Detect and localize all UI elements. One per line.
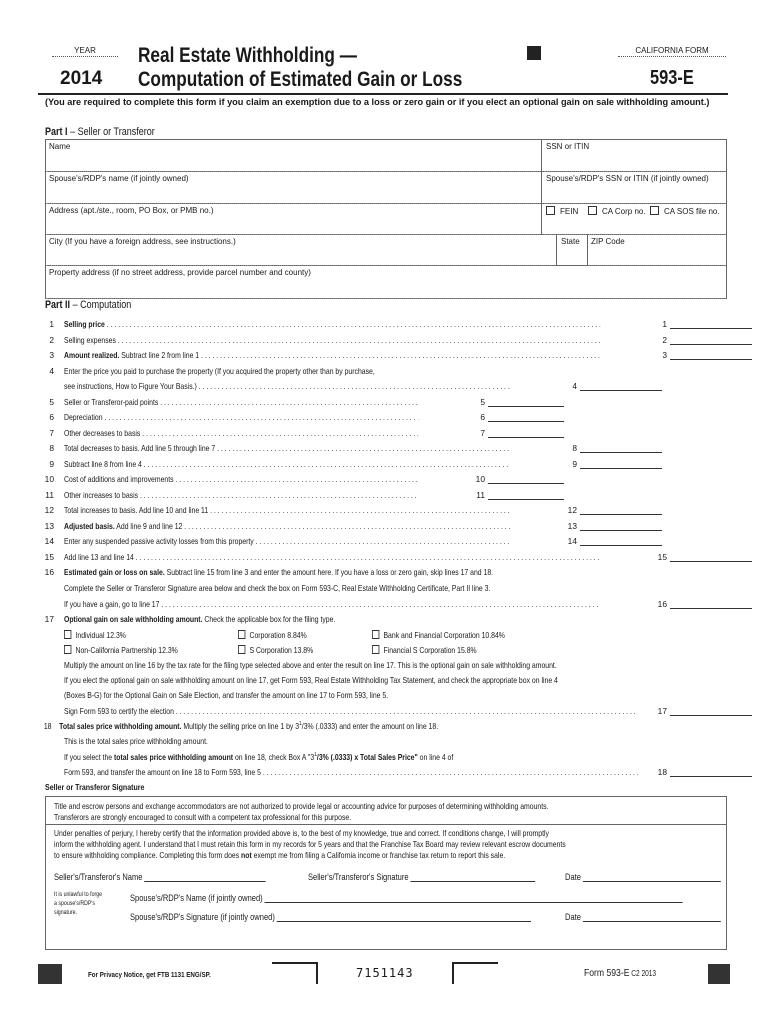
line-row [40, 412, 730, 424]
line-number: 8 [49, 443, 54, 453]
line-text: Total increases to basis. Add line 10 and line 11 . . . [64, 505, 510, 515]
line-18-amount: Form 593, and transfer the amount on line 18 to Form 593, line 5 . . . 18 [40, 767, 730, 779]
line-box [640, 319, 752, 329]
line-box [550, 505, 662, 515]
line-text: Enter any suspended passive activity losses from this property . . . [64, 536, 510, 546]
line-box-label: 1 [662, 319, 667, 329]
line17-instruction-3: (Boxes B-G) for the Optional Gain on Sale Election, and transfer the amount on line 17 to Form 593, line 5. [64, 690, 389, 700]
line-box-label: 12 [567, 505, 577, 515]
line-box-label: 2 [662, 335, 667, 345]
line-number: 4 [49, 366, 54, 376]
line-number: 15 [44, 552, 54, 562]
line-number: 1 [49, 319, 54, 329]
line-box-label: 14 [567, 536, 577, 546]
zip-label: ZIP Code [591, 237, 625, 246]
part1-seller-table [45, 139, 727, 299]
line-text: Optional gain on sale withholding amount. Check the applicable box for the filing type. [64, 614, 336, 624]
filing-financial-s-corp-checkbox[interactable]: Financial S Corporation 15.8% [372, 645, 477, 655]
spouse-date-row: Date [565, 911, 721, 922]
line-number: 14 [44, 536, 54, 546]
line-amount-input[interactable] [670, 335, 752, 345]
address-label: Address (apt./ste., room, PO Box, or PMB no.) [49, 206, 214, 215]
line-row [40, 583, 730, 595]
signature-section-title: Seller or Transferor Signature [45, 782, 145, 792]
line-box [458, 490, 564, 500]
line-box [550, 521, 662, 531]
spouse-name-label: Spouse's/RDP's name (if jointly owned) [49, 174, 189, 183]
line-box [640, 350, 752, 360]
spouse-name-sig-input[interactable] [265, 892, 683, 903]
line17-input[interactable] [670, 706, 752, 716]
line-text: Amount realized. Subtract line 2 from line 1 . . . [64, 350, 600, 360]
line-box [550, 381, 662, 391]
line-box-label: 4 [572, 381, 577, 391]
perjury-text-3: to ensure withholding compliance. Completing this form does not exempt me from filing a California income or franchise tax return to report this sale. [54, 850, 506, 860]
forge-warning-2: a spouse's/RDP's [54, 900, 96, 907]
ca-corp-checkbox[interactable]: CA Corp no. [588, 206, 646, 216]
city-row [46, 234, 726, 266]
forge-warning-3: signature. [54, 909, 78, 916]
line-row [40, 397, 730, 409]
line-text: Other decreases to basis . . . [64, 428, 418, 438]
line-box-label: 8 [572, 443, 577, 453]
perjury-text-2: inform the withholding agent. I understand that I must retain this form in my records for 5 years and that the Franchise Tax Board may review relevant escrow documents [54, 839, 566, 849]
line-amount-input[interactable] [488, 397, 564, 407]
line-box-label: 13 [567, 521, 577, 531]
ssn-label: SSN or ITIN [546, 142, 590, 151]
line-row [40, 505, 730, 517]
line-box [640, 552, 752, 562]
line-box [550, 443, 662, 453]
form-number: 593-E [650, 67, 694, 89]
line-box [458, 397, 564, 407]
line-text: Selling price . . . [64, 319, 600, 329]
line-text: Add line 13 and line 14 . . . [64, 552, 600, 562]
footer-form-ref: Form 593-E C2 2013 [584, 967, 657, 979]
ca-sos-checkbox[interactable]: CA SOS file no. [650, 206, 720, 216]
line-amount-input[interactable] [670, 552, 752, 562]
line-number: 6 [49, 412, 54, 422]
advice-text-2: Transferors are strongly encouraged to consult with a competent tax professional for this purpose. [54, 812, 352, 822]
line-number: 10 [44, 474, 54, 484]
spouse-signature-input[interactable] [277, 911, 531, 922]
california-form-label: CALIFORNIA FORM [618, 46, 726, 57]
line-box [458, 428, 564, 438]
line-number: 13 [44, 521, 54, 531]
line-row [40, 350, 730, 362]
line-amount-input[interactable] [670, 599, 752, 609]
line-amount-input[interactable] [488, 474, 564, 484]
line-amount-input[interactable] [580, 381, 662, 391]
line-amount-input[interactable] [580, 459, 662, 469]
spouse-name-row: Spouse's/RDP's Name (if jointly owned) [130, 892, 683, 903]
line-amount-input[interactable] [580, 536, 662, 546]
line-row [40, 567, 730, 579]
line-number: 2 [49, 335, 54, 345]
privacy-notice: For Privacy Notice, get FTB 1131 ENG/SP. [88, 970, 211, 979]
line-box [550, 459, 662, 469]
line-text: Seller or Transferor-paid points . . . [64, 397, 418, 407]
seller-name-row: Seller's/Transferor's Name [54, 871, 266, 882]
registration-mark-right [708, 964, 730, 984]
line-box [640, 335, 752, 345]
line-text: Depreciation . . . [64, 412, 418, 422]
year-label: YEAR [52, 46, 118, 57]
line-box-label: 9 [572, 459, 577, 469]
line-box [550, 536, 662, 546]
line-text: Enter the price you paid to purchase the property (If you acquired the property other than by purchase, [64, 366, 375, 376]
spouse-ssn-label: Spouse's/RDP's SSN or ITIN (if jointly owned) [546, 174, 709, 183]
form-instructions-note: (You are required to complete this form if you claim an exemption due to a loss or zero gain or if you elect an optional gain on sale withholding amount.) [45, 97, 710, 107]
line-number: 12 [44, 505, 54, 515]
line17-instruction-4: Sign Form 593 to certify the election . . . [64, 706, 638, 716]
line-17-amount: Sign Form 593 to certify the election . . . 17 [40, 706, 730, 718]
line-row [40, 459, 730, 471]
line-number: 17 [44, 614, 54, 624]
line-amount-input[interactable] [488, 412, 564, 422]
line-text: Estimated gain or loss on sale. Subtract line 15 from line 3 and enter the amount here. If you have a loss or zero gain, skip lines 17 and 18. [64, 567, 494, 577]
line-row [40, 366, 730, 378]
spouse-signature-row: Spouse's/RDP's Signature (if jointly owned) [130, 911, 531, 922]
line-18-header: 18 Total sales price withholding amount. Multiply the selling price on line 1 by $3^1/3\%$ (.0333) and enter the amount on line 18. [43, 721, 439, 731]
spouse-row [46, 171, 726, 204]
line17-instruction-2: If you elect the optional gain on sale withholding amount on line 17, get Form 593, Real Estate Withholding Tax Statement, and check the appropriate box on line 4 [64, 675, 558, 685]
registration-mark [527, 46, 541, 60]
line-amount-input[interactable] [670, 350, 752, 360]
line-box-label: 16 [657, 599, 667, 609]
name-row [46, 140, 726, 172]
line-box-label: 10 [475, 474, 485, 484]
form-title-line2: Computation of Estimated Gain or Loss [138, 68, 463, 91]
line-box-label: 3 [662, 350, 667, 360]
state-label: State [561, 237, 580, 246]
line18-instruction-2: This is the total sales price withholding amount. [64, 736, 208, 746]
line-text: Cost of additions and improvements . . . [64, 474, 418, 484]
line18-input[interactable] [670, 767, 752, 777]
line-row [40, 474, 730, 486]
filing-individual-checkbox[interactable]: Individual 12.3% [64, 630, 126, 640]
line-text: Subtract line 8 from line 4 . . . [64, 459, 510, 469]
line-number: 16 [44, 567, 54, 577]
line-number: 7 [49, 428, 54, 438]
line-row [40, 552, 730, 564]
line-box-label: 6 [480, 412, 485, 422]
address-row [46, 203, 726, 235]
line-amount-input[interactable] [580, 521, 662, 531]
line-number: 9 [49, 459, 54, 469]
registration-bracket-left [272, 962, 318, 984]
line-box-label: 5 [480, 397, 485, 407]
header-rule [38, 93, 728, 95]
filing-noncal-partnership-checkbox[interactable]: Non-California Partnership 12.3% [64, 645, 178, 655]
perjury-text-1: Under penalties of perjury, I hereby certify that the information provided above is, to the best of my knowledge, true and correct. If conditions change, I will promptly [54, 828, 549, 838]
line-box [458, 412, 564, 422]
line-row [40, 490, 730, 502]
filing-corporation-checkbox[interactable]: Corporation 8.84% [238, 630, 307, 640]
form-barcode-number: 7151143 [356, 966, 414, 980]
spouse-date-input[interactable] [583, 911, 721, 922]
line-row [40, 443, 730, 455]
seller-signature-input[interactable] [411, 871, 536, 882]
seller-date-row: Date [565, 871, 721, 882]
seller-date-input[interactable] [583, 871, 721, 882]
property-address-input[interactable] [46, 294, 726, 299]
signature-box [45, 796, 727, 950]
line-text: Adjusted basis. Add line 9 and line 12 . . . [64, 521, 510, 531]
property-row [46, 265, 726, 299]
tax-year: 2014 [60, 68, 103, 89]
line-text: Complete the Seller or Transferor Signature area below and check the box on Form 593-C, Real Estate Withholding Certificate, Part II line 3. [64, 583, 491, 593]
fein-checkbox[interactable]: FEIN [546, 206, 578, 216]
property-address-label: Property address (if no street address, provide parcel number and county) [49, 268, 311, 277]
line-text: Other increases to basis . . . [64, 490, 418, 500]
line-amount-input[interactable] [670, 319, 752, 329]
line-amount-input[interactable] [580, 505, 662, 515]
advice-text-1: Title and escrow persons and exchange accommodators are not authorized to provide legal or accounting advice for purposes of determining withholding amounts. [54, 801, 549, 811]
line-box-label: 11 [476, 490, 485, 500]
line-row [40, 335, 730, 347]
line-box [458, 474, 564, 484]
line-text: Total decreases to basis. Add line 5 through line 7 . . . [64, 443, 510, 453]
forge-warning-1: It is unlawful to forge [54, 891, 103, 898]
line-box-label: 7 [480, 428, 485, 438]
line-amount-input[interactable] [580, 443, 662, 453]
form-title-line1: Real Estate Withholding — [138, 44, 357, 67]
line-amount-input[interactable] [488, 490, 564, 500]
line18-instruction-3: If you select the total sales price withholding amount on line 18, check Box A "$3^1/3\%$ (.0333) x Total Sales Price" on line 4 of [64, 752, 454, 762]
line-number: 5 [49, 397, 54, 407]
line-number: 11 [45, 490, 54, 500]
registration-bracket-right [452, 962, 498, 984]
line17-instruction-1: Multiply the amount on line 16 by the tax rate for the filing type selected above and enter the result on line 17. This is the optional gain on sale withholding amount. [64, 660, 557, 670]
registration-mark-left [38, 964, 62, 984]
line-box [640, 599, 752, 609]
line18-instruction-4: Form 593, and transfer the amount on line 18 to Form 593, line 5 . . . [64, 767, 638, 777]
seller-name-input[interactable] [145, 871, 266, 882]
seller-signature-row: Seller's/Transferor's Signature [308, 871, 535, 882]
line-row [40, 614, 730, 626]
line-row [40, 319, 730, 331]
line-row [40, 536, 730, 548]
line-row [40, 428, 730, 440]
line-number: 3 [49, 350, 54, 360]
line-text: Selling expenses . . . [64, 335, 600, 345]
line-box-label: 15 [657, 552, 667, 562]
city-label: City (If you have a foreign address, see instructions.) [49, 237, 236, 246]
part2-title: Part II – Computation [45, 299, 132, 311]
line-text: see instructions, How to Figure Your Basis.) . . . [64, 381, 510, 391]
part1-title: Part I – Seller or Transferor [45, 126, 155, 138]
filing-s-corporation-checkbox[interactable]: S Corporation 13.8% [238, 645, 313, 655]
line-row [40, 381, 730, 393]
filing-bank-financial-checkbox[interactable]: Bank and Financial Corporation 10.84% [372, 630, 505, 640]
line-text: If you have a gain, go to line 17 . . . [64, 599, 600, 609]
line-amount-input[interactable] [488, 428, 564, 438]
line-row [40, 521, 730, 533]
line-row [40, 599, 730, 611]
name-label: Name [49, 142, 71, 151]
